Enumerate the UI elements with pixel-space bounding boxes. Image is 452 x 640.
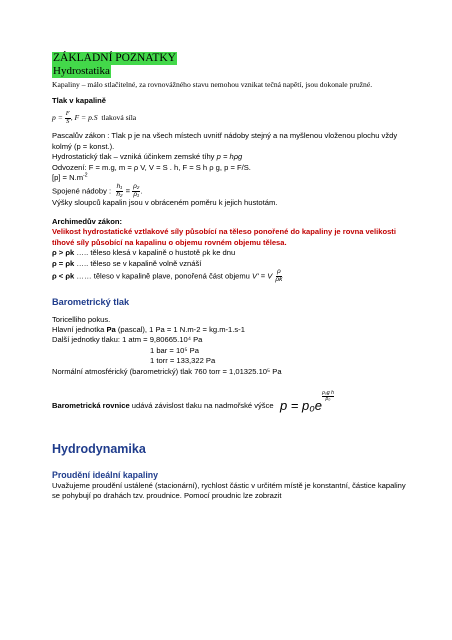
other-units: Další jednotky tlaku: 1 atm = 9,80665.10⁴ Pa [52, 335, 203, 345]
hydrostatic-pressure: Hydrostatický tlak – vzniká účinkem zemské tíhy p = hρg [52, 152, 243, 162]
normal-pressure: Normální atmosférický (barometrický) tlak 760 torr = 1,01325.10⁵ Pa [52, 366, 282, 376]
unit-bar: 1 bar = 10⁵ Pa [150, 345, 199, 355]
connected-vessels: Spojené nádoby : $\frac{\text{h₁}}{\text{h₂}}$ = $\frac{\text{ρ₂}}{\text{ρ₁}}$ . [52, 182, 143, 198]
unit-p: $[p] = N.m^{-2}$ [52, 172, 88, 183]
archimedes-law: Velikost hydrostatické vztlakové síly působící na těleso ponořené do kapaliny je rovna velikosti tíhové síly působící na kapalinu o objemu rovném objemu tělesa. [52, 227, 396, 247]
main-unit: Hlavní jednotka Pa (pascal), 1 Pa = 1 N.m-2 = kg.m-1.s-1 [52, 324, 245, 334]
barometric-equation: Barometrická rovnice udává závislost tlaku na nadmořské výšce p = p₀e $\frac{\text{ρ₀g h}}{\text{p₀}}$ [52, 390, 334, 414]
condition-sink: ρ > ρk ….. těleso klesá v kapalině o hustotě ρk ke dnu [52, 248, 236, 258]
formula-tlak: p = $\frac{F}{S}$ , F = p.S tlaková síla [52, 109, 137, 125]
heights-text: Výšky sloupců kapalin jsou v obráceném poměru k jejich hustotám. [52, 198, 278, 208]
pascal-law: Pascalův zákon : Tlak p je na všech místech uvnitř nádoby stejný a na myšlenou vloženou plochu vždy kolmý (p = konst.). [52, 131, 398, 151]
condition-swim: ρ < ρk …… těleso v kapalině plave, ponořená část objemu V' = V $\frac{\rho}{\rho k}$ [52, 268, 283, 284]
unit-torr: 1 torr = 133,322 Pa [150, 356, 216, 366]
tlak-heading: Tlak v kapalině [52, 96, 107, 106]
heading-hydrostatika: Hydrostatika [53, 65, 110, 78]
document-page [52, 52, 412, 502]
ideal-flow-text: Uvažujeme proudění ustálené (stacionární), rychlost částic v určitém místě je konstantní, částice kapaliny se pohybují po drahách tzv. proudnice. Pomocí proudnic lze zobrazit [52, 480, 406, 501]
barometric-heading: Barometrický tlak [52, 296, 130, 307]
derivation: Odvození: F = m.g, m = ρ V, V = S . h, F = S h ρ g, p = F/S. [52, 162, 251, 172]
archimedes-heading: Archimedův zákon: [52, 216, 123, 226]
intro-text: Kapaliny – málo stlačitelné, za rovnovážného stavu nemohou vznikat tečná napětí, jsou dokonale pružné. [52, 79, 373, 89]
hydrodynamics-heading: Hydrodynamika [52, 442, 146, 457]
heading-main: ZÁKLADNÍ POZNATKY [53, 52, 176, 64]
condition-float: ρ = ρk ….. těleso se v kapalině volně vznáší [52, 258, 202, 268]
ideal-flow-heading: Proudění ideální kapaliny [52, 469, 159, 480]
toricelli-text: Toricelliho pokus. [52, 314, 111, 324]
